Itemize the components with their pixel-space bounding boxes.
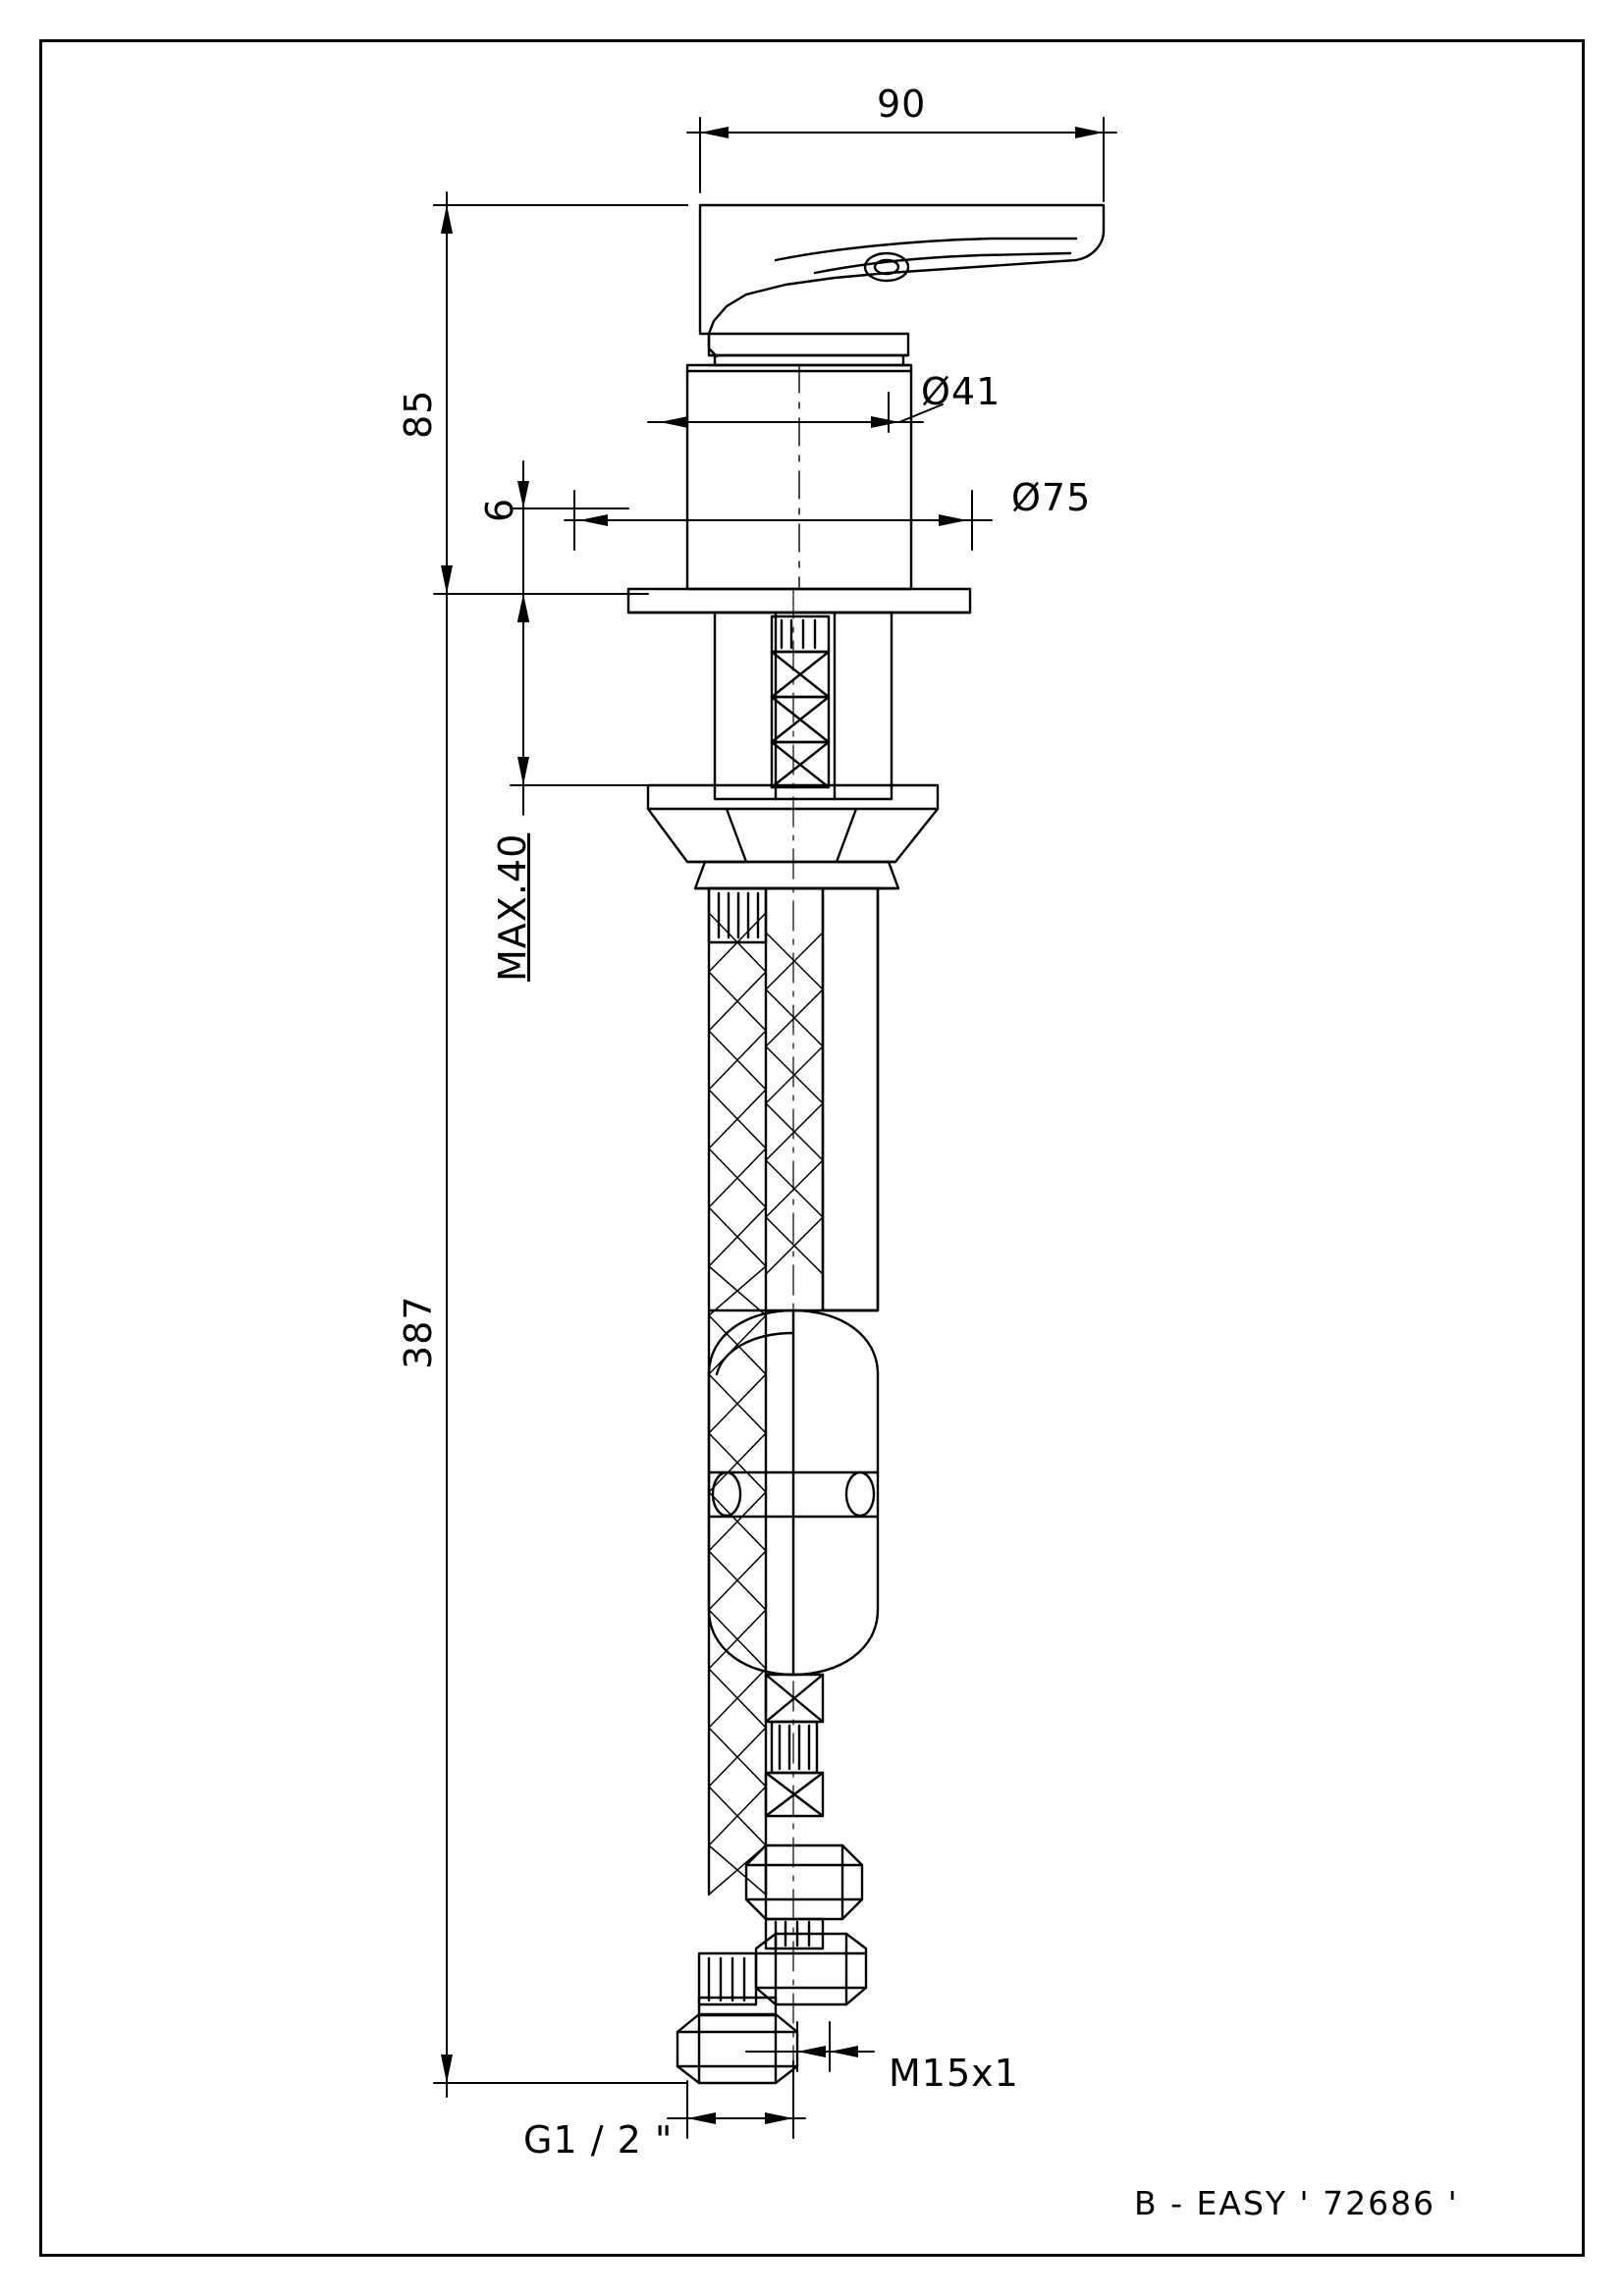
dimension-label-85: 85 — [397, 389, 440, 439]
dimension-label-387: 387 — [397, 1295, 440, 1369]
dimension-label-max-40: MAX.40 — [491, 832, 534, 982]
dimension-label-diameter-41: Ø41 — [921, 370, 1001, 413]
title-block-model-code: B - EASY ' 72686 ' — [1134, 2184, 1459, 2222]
dimension-label-g-half-inch: G1 / 2 " — [523, 2118, 674, 2162]
dimension-label-90: 90 — [877, 82, 927, 126]
dimension-label-6: 6 — [478, 497, 521, 522]
dimension-label-m15x1: M15x1 — [889, 2052, 1019, 2095]
dimension-label-diameter-75: Ø75 — [1011, 476, 1092, 519]
